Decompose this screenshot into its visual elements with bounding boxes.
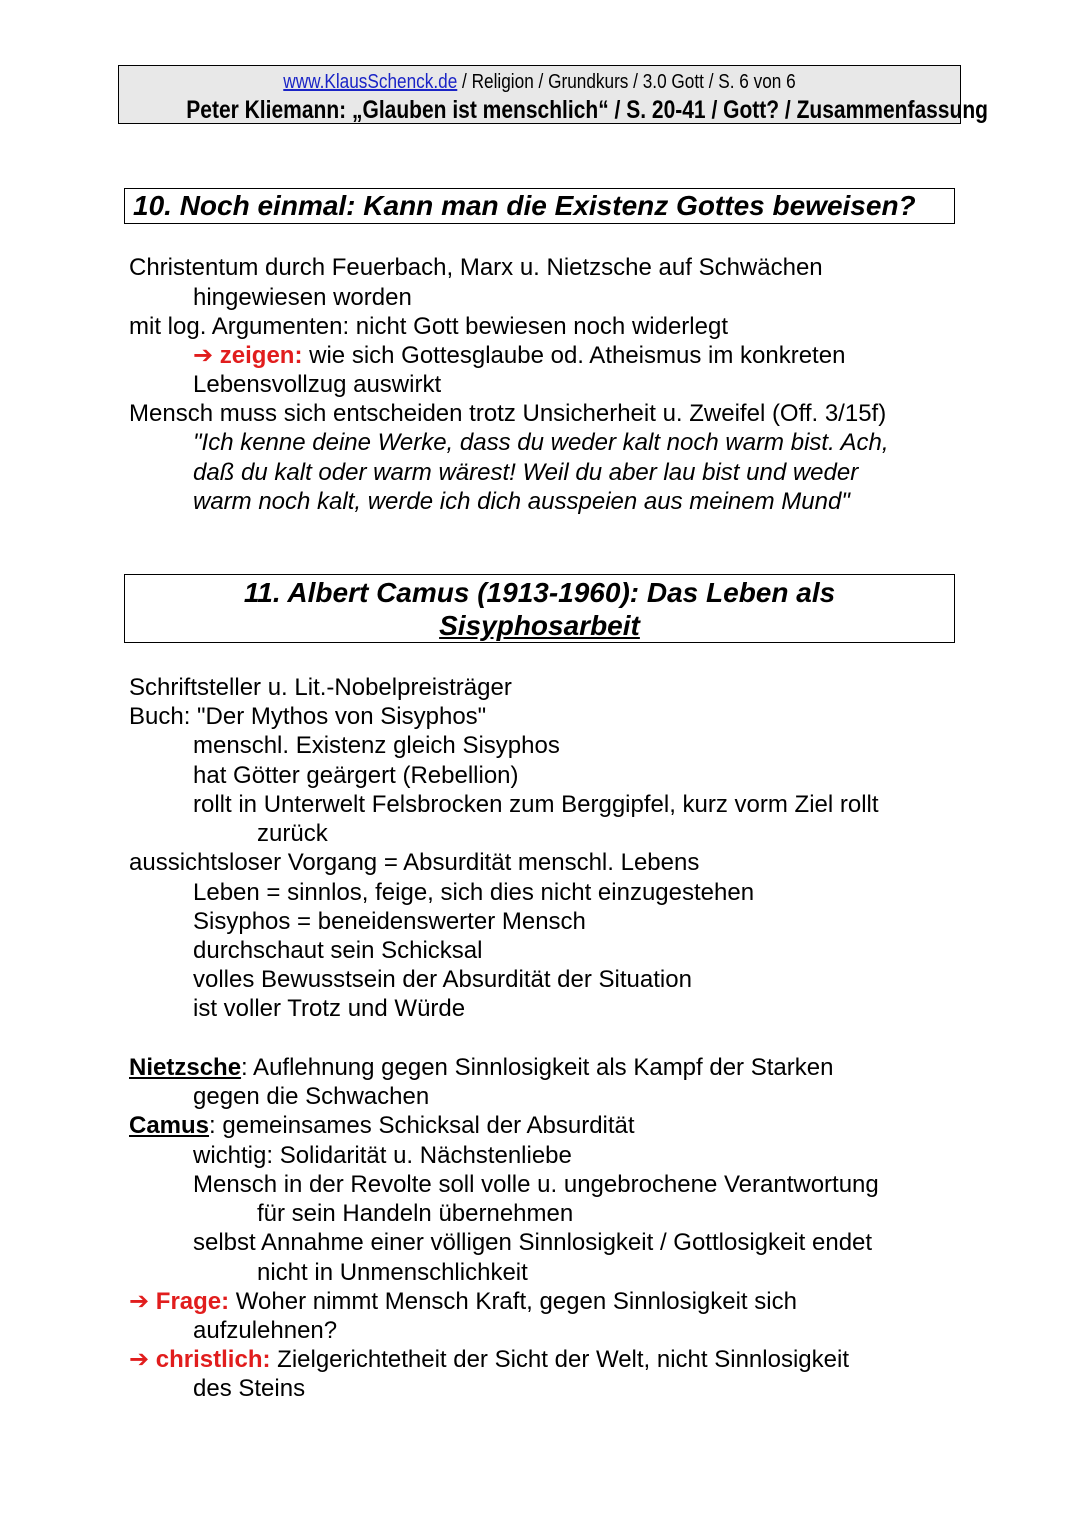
text-line: für sein Handeln übernehmen <box>257 1200 574 1227</box>
section-10-title: 10. Noch einmal: Kann man die Existenz Gottes beweisen? <box>124 188 955 224</box>
text-line: zurück <box>257 820 328 847</box>
text-line: aufzulehnen? <box>193 1317 338 1344</box>
text-line: nicht in Unmenschlichkeit <box>257 1259 528 1286</box>
camus-label: Camus <box>129 1112 210 1139</box>
text-line: selbst Annahme einer völligen Sinnlosigkeit / Gottlosigkeit endet <box>193 1229 873 1256</box>
section-11-title-line1: 11. Albert Camus (1913-1960): Das Leben als <box>243 577 836 608</box>
camus-line <box>129 1111 635 1140</box>
nietzsche-line <box>129 1053 833 1082</box>
frage-text: Woher nimmt Mensch Kraft, gegen Sinnlosigkeit sich <box>229 1288 797 1315</box>
quote-line: warm noch kalt, werde ich dich ausspeien aus meinem Mund" <box>193 488 850 515</box>
nietzsche-text: : Auflehnung gegen Sinnlosigkeit als Kampf der Starken <box>241 1054 834 1081</box>
text-line: Mensch muss sich entscheiden trotz Unsicherheit u. Zweifel (Off. 3/15f) <box>129 400 887 427</box>
arrow-line-zeigen <box>193 341 845 370</box>
christlich-line <box>129 1345 849 1374</box>
header-subtitle: Peter Kliemann: „Glauben ist menschlich“ / S. 20-41 / Gott? / Zusammenfassung <box>186 96 988 124</box>
christlich-text: Zielgerichtetheit der Sicht der Welt, nicht Sinnlosigkeit <box>270 1346 849 1373</box>
header-path: / Religion / Grundkurs / 3.0 Gott / S. 6 von 6 <box>457 71 796 93</box>
text-line: des Steins <box>193 1375 306 1402</box>
text-line: wichtig: Solidarität u. Nächstenliebe <box>193 1142 572 1169</box>
quote-line: daß du kalt oder warm wärest! Weil du aber lau bist und weder <box>193 459 859 486</box>
zeigen-label: zeigen: <box>219 342 303 369</box>
text-line: volles Bewusstsein der Absurdität der Situation <box>193 966 692 993</box>
text-line: ist voller Trotz und Würde <box>193 995 466 1022</box>
text-line: Christentum durch Feuerbach, Marx u. Nietzsche auf Schwächen <box>129 254 823 281</box>
right-arrow-icon: ➔ <box>129 1346 150 1373</box>
text-line: Buch: "Der Mythos von Sisyphos" <box>129 703 487 730</box>
text-line: mit log. Argumenten: nicht Gott bewiesen noch widerlegt <box>129 313 728 340</box>
text-line: gegen die Schwachen <box>193 1083 430 1110</box>
christlich-label: christlich: <box>155 1346 271 1373</box>
text-line: Sisyphos = beneidenswerter Mensch <box>193 908 586 935</box>
zeigen-text: wie sich Gottesglaube od. Atheismus im konkreten <box>302 342 846 369</box>
right-arrow-icon: ➔ <box>129 1288 150 1315</box>
section-11-title-line2: Sisyphosarbeit <box>439 610 640 641</box>
text-line: durchschaut sein Schicksal <box>193 937 483 964</box>
text-line: aussichtsloser Vorgang = Absurdität menschl. Lebens <box>129 849 700 876</box>
text-line: Lebensvollzug auswirkt <box>193 371 442 398</box>
camus-text: : gemeinsames Schicksal der Absurdität <box>209 1112 635 1139</box>
section-11-title <box>124 574 955 643</box>
quote-line: "Ich kenne deine Werke, dass du weder kalt noch warm bist. Ach, <box>193 429 889 456</box>
site-link[interactable]: www.KlausSchenck.de <box>283 71 458 93</box>
text-line: Leben = sinnlos, feige, sich dies nicht einzugestehen <box>193 879 755 906</box>
nietzsche-label: Nietzsche <box>129 1054 242 1081</box>
right-arrow-icon: ➔ <box>193 342 214 369</box>
text-line: rollt in Unterwelt Felsbrocken zum Berggipfel, kurz vorm Ziel rollt <box>193 791 879 818</box>
frage-line <box>129 1287 797 1316</box>
text-line: Mensch in der Revolte soll volle u. ungebrochene Verantwortung <box>193 1171 879 1198</box>
text-line: hat Götter geärgert (Rebellion) <box>193 762 519 789</box>
text-line: hingewiesen worden <box>193 284 412 311</box>
frage-label: Frage: <box>155 1288 230 1315</box>
header-breadcrumb <box>178 69 901 95</box>
page-header <box>118 65 988 124</box>
text-line: Schriftsteller u. Lit.-Nobelpreisträger <box>129 674 512 701</box>
text-line: menschl. Existenz gleich Sisyphos <box>193 732 560 759</box>
